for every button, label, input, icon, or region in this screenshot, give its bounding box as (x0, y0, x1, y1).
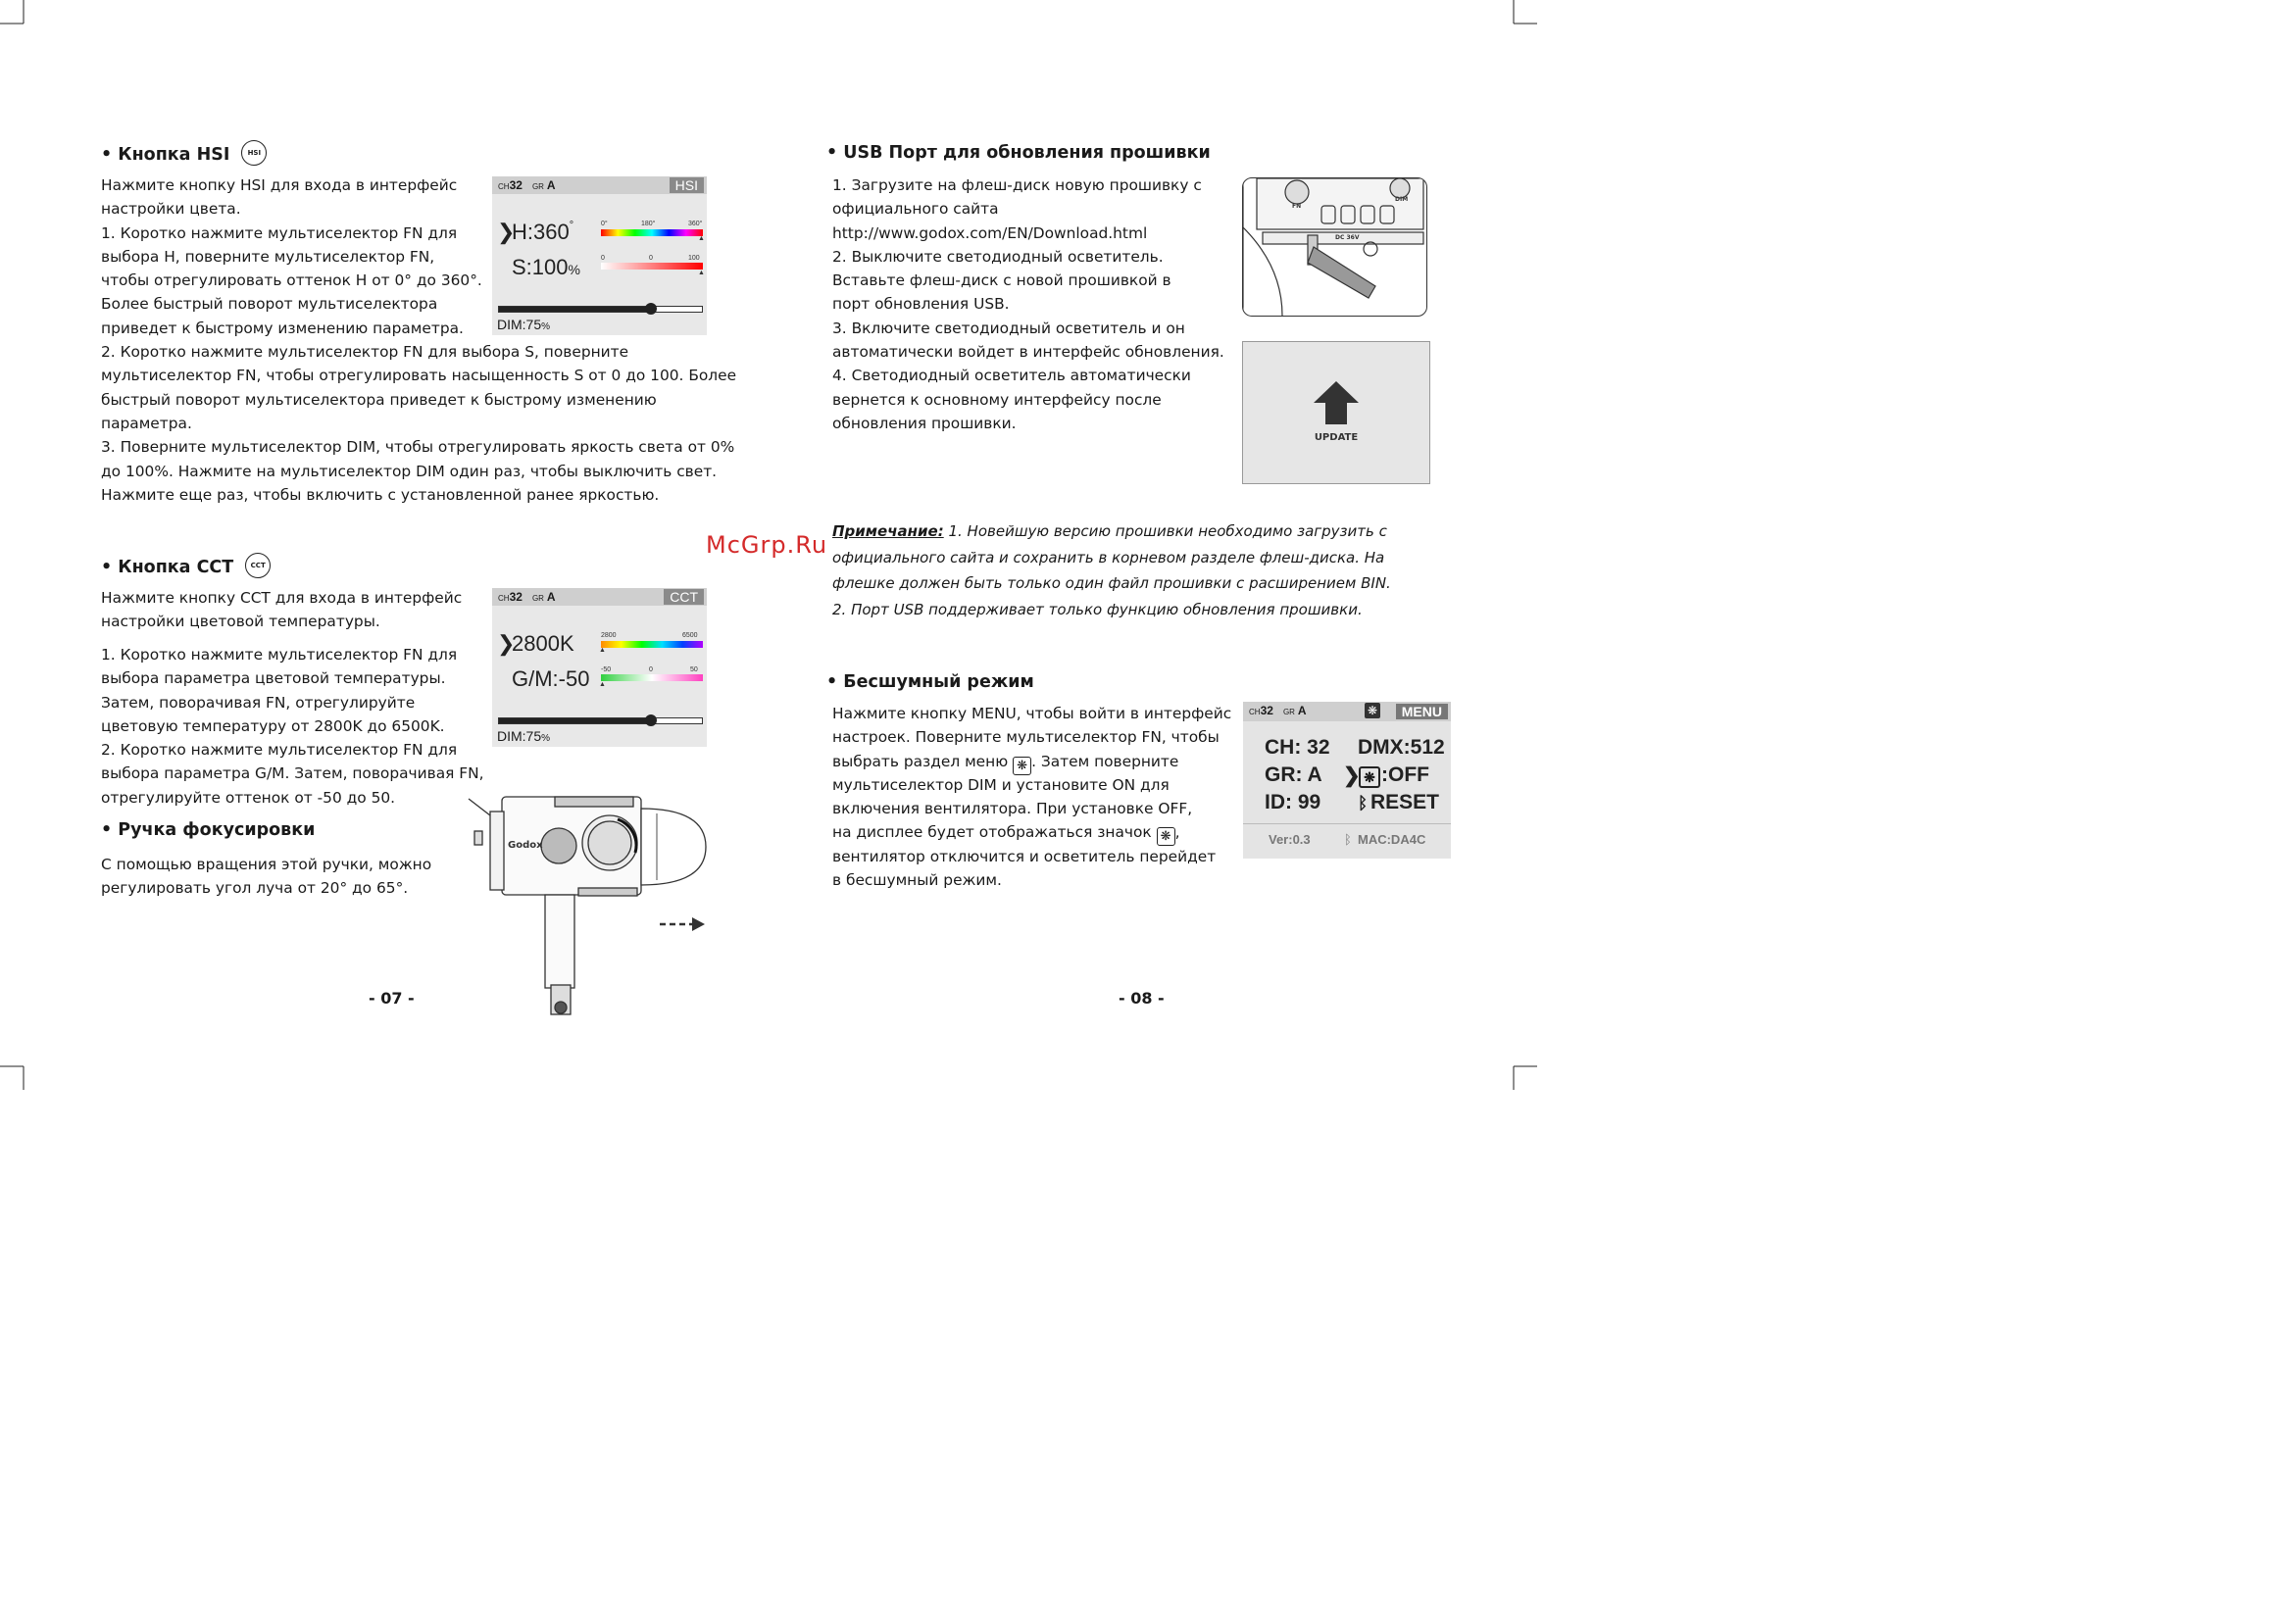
gm-marker-icon: ▲ (599, 681, 606, 688)
fan-icon: ❋ (1359, 766, 1380, 788)
dim-label: DIM (1395, 196, 1409, 203)
lcd-channel: CH32 GR A (498, 590, 556, 604)
usb-text (832, 173, 1224, 435)
sat-tick: 0 (601, 255, 605, 262)
bluetooth-icon: ᛒ (1344, 832, 1352, 847)
fan-icon: ❋ (1013, 757, 1031, 775)
text-line: параметра. (101, 414, 192, 432)
text-line: быстрый поворот мультиселектора приведет к быстрому изменению (101, 390, 657, 409)
selector-arrow-icon: ❯ (497, 220, 516, 244)
text-line: 2. Порт USB поддерживает только функцию обновления прошивки. (832, 600, 1363, 618)
hue-tick: 0° (601, 221, 608, 227)
update-label: UPDATE (1314, 432, 1359, 443)
text-line: обновления прошивки. (832, 414, 1017, 432)
watermark: McGrp.Ru (706, 531, 828, 559)
cct-lcd-display (492, 588, 707, 747)
text-line: 1. Загрузите на флеш-диск новую прошивку с (832, 176, 1202, 194)
text-line: Нажмите кнопку CCT для входа в интерфейс (101, 589, 463, 607)
sat-tick: 100 (688, 255, 700, 262)
lcd-channel: CH32 GR A (1249, 704, 1307, 717)
text-line: мультиселектор FN, чтобы отрегулировать насыщенность S от 0 до 100. Более (101, 367, 737, 385)
text-line: 1. Коротко нажмите мультиселектор FN для (101, 646, 458, 664)
cct-marker-icon: ▲ (599, 647, 606, 654)
page-number-left: - 07 - (369, 989, 415, 1008)
version-text: Ver:0.3 (1269, 832, 1311, 847)
cct-button-icon: CCT (245, 553, 271, 578)
text-line: цветовую температуру от 2800K до 6500K. (101, 716, 445, 735)
saturation-value: S:100% (512, 255, 580, 279)
hue-tick: 180° (641, 221, 656, 227)
text-line: вентилятор отключится и осветитель перейдет (832, 847, 1217, 865)
gm-gauge (601, 674, 703, 681)
mac-text: MAC:DA4C (1358, 832, 1426, 847)
text-line: официального сайта (832, 200, 999, 219)
hsi-heading-text: • Кнопка HSI (101, 145, 230, 165)
dim-slider-knob (645, 714, 657, 726)
led-light-illustration (461, 784, 716, 1024)
dim-value: DIM:75% (497, 317, 551, 332)
text-line: настройки цветовой температуры. (101, 613, 380, 631)
hsi-button-icon: HSI (241, 140, 267, 166)
cct-intro (101, 586, 462, 634)
fn-label: FN (1292, 203, 1302, 210)
text-line: настройки цвета. (101, 200, 241, 219)
dim-value: DIM:75% (497, 728, 551, 744)
cct-tick: 6500 (682, 632, 698, 639)
silent-text (832, 702, 1231, 892)
cct-heading (101, 555, 271, 580)
note-text: 1. Новейшую версию прошивки необходимо загрузить с (943, 522, 1387, 540)
text-line: выбрать раздел меню ❋ . Затем поверните (832, 752, 1179, 773)
selector-arrow-icon: ❯ (497, 631, 516, 656)
divider (1243, 823, 1451, 824)
text-line: официального сайта и сохранить в корневом разделе флеш-диска. На (832, 548, 1385, 566)
text-line: С помощью вращения этой ручки, можно (101, 856, 432, 873)
menu-tag: MENU (1396, 704, 1448, 719)
text-line: 2. Коротко нажмите мультиселектор FN для выбора S, поверните (101, 343, 629, 362)
text-line: Вставьте флеш-диск с новой прошивкой в (832, 271, 1171, 290)
text-line: Более быстрый поворот мультиселектора (101, 295, 438, 314)
dim-slider-knob (645, 303, 657, 315)
text-line: Нажмите еще раз, чтобы включить с установленной ранее яркостью. (101, 485, 660, 504)
cct-tick: 2800 (601, 632, 617, 639)
direction-arrow-icon (660, 917, 705, 931)
dmx-value: DMX:512 (1358, 736, 1445, 759)
dim-slider (498, 306, 703, 313)
note-label: Примечание: (832, 522, 944, 540)
group-value: GR: A (1265, 763, 1322, 786)
cct-text (101, 643, 484, 810)
hsi-heading (101, 142, 267, 168)
fan-icon: ❋ (1157, 827, 1175, 846)
menu-lcd-display (1243, 702, 1451, 859)
page-number-right: - 08 - (1119, 989, 1165, 1008)
id-value: ID: 99 (1265, 791, 1321, 813)
text-line: на дисплее будет отображаться значок ❋ , (832, 823, 1180, 845)
reset-value: RESET (1370, 791, 1440, 813)
dim-slider-fill (499, 307, 651, 312)
text-line: чтобы отрегулировать оттенок H от 0° до 360°. (101, 271, 482, 290)
hue-value: H:360° (512, 220, 574, 244)
gm-tick: 0 (649, 666, 653, 673)
text-line: в бесшумный режим. (832, 871, 1002, 890)
light-brand-label: Godox (508, 840, 543, 851)
channel-value: CH: 32 (1265, 736, 1330, 759)
text-line: вернется к основному интерфейсу после (832, 390, 1162, 409)
text-line: выбора параметра цветовой температуры. (101, 669, 446, 688)
silent-heading: • Бесшумный режим (826, 672, 1034, 692)
hue-tick: 360° (688, 221, 703, 227)
text-line: Нажмите кнопку HSI для входа в интерфейс (101, 176, 458, 194)
text-line: Нажмите кнопку MENU, чтобы войти в интерфейс (832, 705, 1232, 722)
text-line: 4. Светодиодный осветитель автоматически (832, 367, 1191, 385)
focus-text (101, 853, 431, 901)
dim-slider-fill (499, 718, 651, 723)
text-line: мультиселектор DIM и установите ON для (832, 775, 1170, 794)
usb-heading: • USB Порт для обновления прошивки (826, 143, 1211, 163)
text-line: выбора H, поверните мультиселектор FN, (101, 247, 435, 266)
note (832, 518, 1391, 622)
text-line: флешке должен быть только один файл прошивки с расширением BIN. (832, 574, 1391, 592)
lcd-mode-tag: CCT (664, 589, 704, 605)
sat-marker-icon: ▲ (698, 270, 705, 276)
dim-slider (498, 717, 703, 724)
lcd-mode-tag: HSI (670, 177, 704, 193)
color-temp-value: 2800K (512, 631, 574, 656)
gm-tick: -50 (601, 666, 612, 673)
text-line: выбора параметра G/M. Затем, поворачивая FN, (101, 764, 484, 783)
hue-gauge (601, 229, 703, 236)
update-screen (1242, 341, 1430, 484)
text-line: 1. Коротко нажмите мультиселектор FN для (101, 223, 458, 242)
cct-heading-text: • Кнопка CCT (101, 558, 234, 577)
text-line: 2. Выключите светодиодный осветитель. (832, 247, 1164, 266)
saturation-gauge (601, 263, 703, 270)
text-line: до 100%. Нажмите на мультиселектор DIM один раз, чтобы выключить свет. (101, 462, 718, 480)
fan-icon: ❋ (1365, 703, 1380, 718)
update-arrow-icon (1314, 381, 1359, 424)
gm-tick: 50 (690, 666, 698, 673)
text-line: http://www.godox.com/EN/Download.html (832, 223, 1148, 242)
lcd-channel: CH32 GR A (498, 178, 556, 192)
text-line: регулировать угол луча от 20° до 65°. (101, 879, 409, 898)
text-line: включения вентилятора. При установке OFF, (832, 800, 1193, 818)
usb-port-illustration (1242, 177, 1427, 317)
text-line: 2. Коротко нажмите мультиселектор FN для (101, 741, 458, 760)
text-line: приведет к быстрому изменению параметра. (101, 319, 464, 337)
text-line: 3. Включите светодиодный осветитель и он (832, 319, 1185, 337)
fan-value: :OFF (1381, 763, 1429, 786)
hue-marker-icon: ▲ (698, 235, 705, 242)
bluetooth-icon: ᛒ (1358, 794, 1369, 812)
focus-heading: • Ручка фокусировки (101, 820, 316, 840)
note-first-line (832, 518, 1391, 545)
cct-gauge (601, 641, 703, 648)
dc-label: DC 36V (1335, 234, 1360, 241)
text-line: порт обновления USB. (832, 295, 1010, 314)
text-line: Затем, поворачивая FN, отрегулируйте (101, 693, 416, 712)
selector-arrow-icon: ❯ (1343, 764, 1361, 787)
gm-value: G/M:-50 (512, 666, 590, 691)
text-line: 3. Поверните мультиселектор DIM, чтобы отрегулировать яркость света от 0% (101, 438, 735, 457)
hsi-lcd-display (492, 176, 707, 335)
text-line: отрегулируйте оттенок от -50 до 50. (101, 788, 396, 807)
text-line: автоматически войдет в интерфейс обновления. (832, 343, 1224, 362)
text-line: настроек. Поверните мультиселектор FN, чтобы (832, 728, 1220, 747)
sat-tick: 0 (649, 255, 653, 262)
